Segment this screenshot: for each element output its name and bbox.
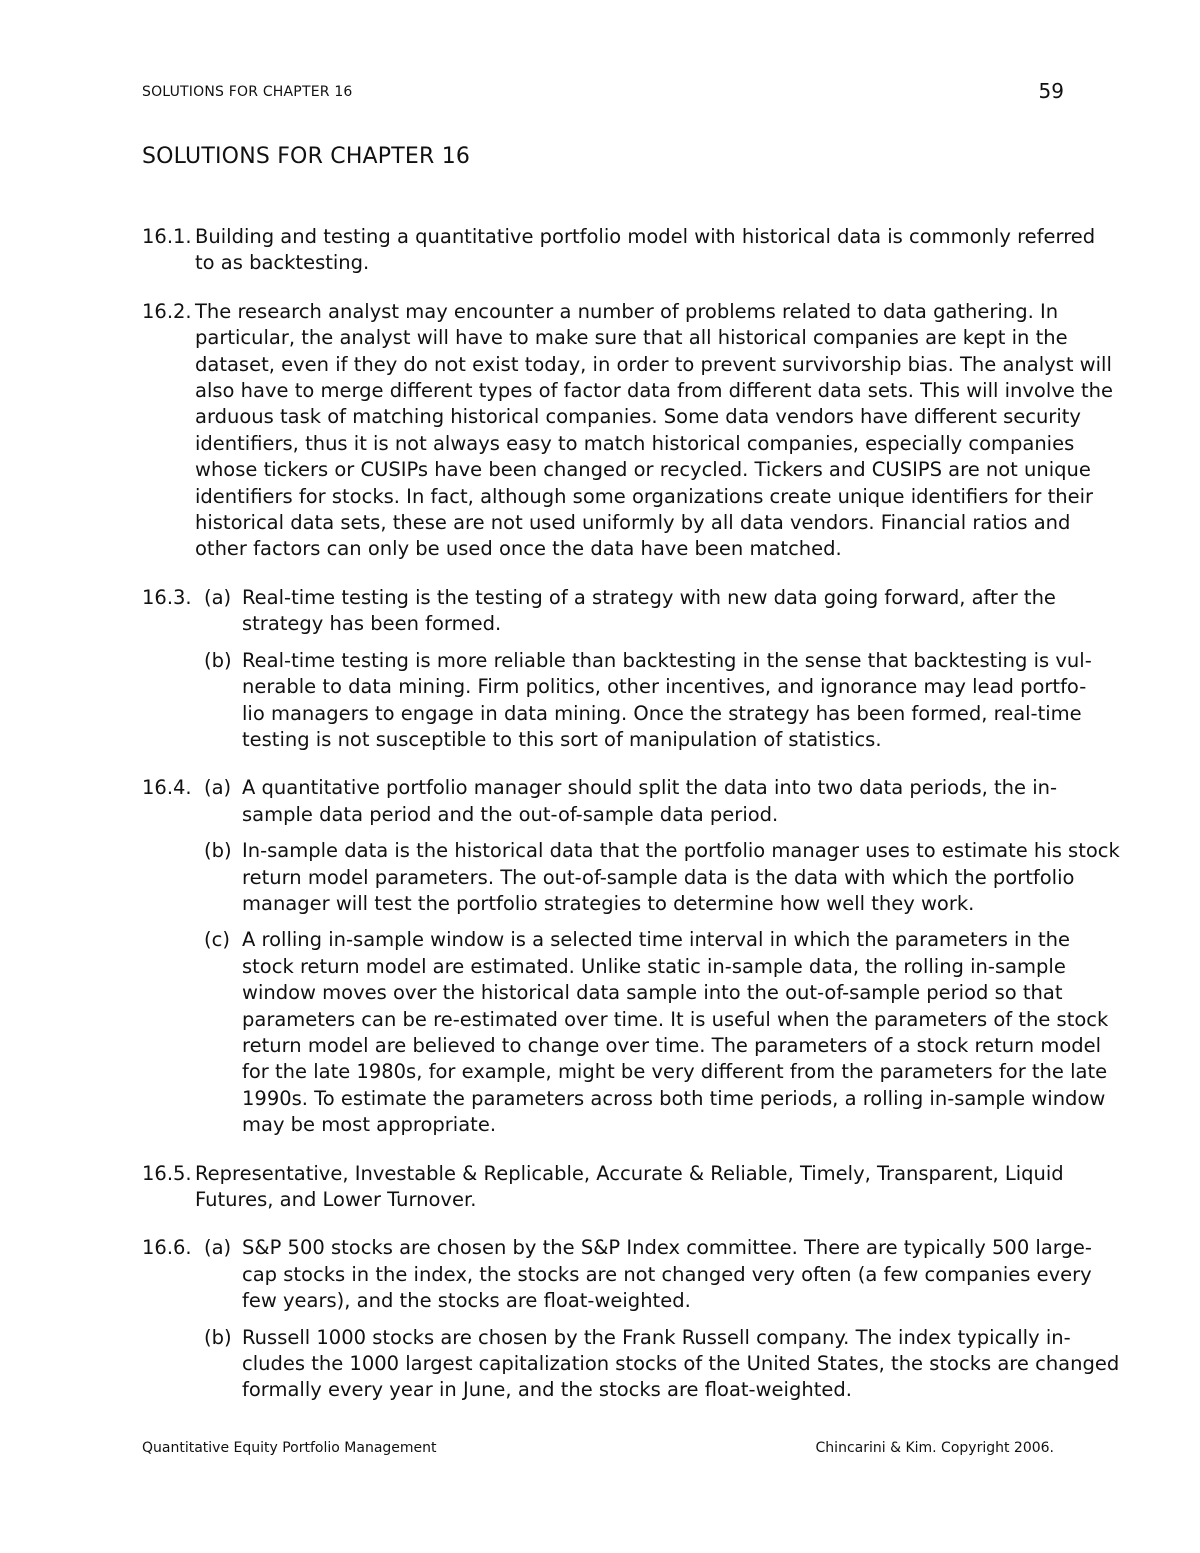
solution-number: 16.3. bbox=[142, 585, 192, 609]
text-line: return model are believed to change over time. The parameters of a stock return model bbox=[242, 1033, 1102, 1057]
text-line: dataset, even if they do not exist today, in order to prevent survivorship bias. The analyst will bbox=[195, 352, 1112, 376]
solution-part bbox=[142, 1235, 1192, 1314]
solution-part bbox=[142, 838, 1192, 917]
text-line: nerable to data mining. Firm politics, other incentives, and ignorance may lead portfo- bbox=[242, 675, 1087, 699]
text-line: arduous task of matching historical companies. Some data vendors have different security bbox=[195, 405, 1081, 429]
solution-number: 16.5. bbox=[142, 1161, 192, 1185]
text-line: historical data sets, these are not used uniformly by all data vendors. Financial ratios and bbox=[195, 511, 1071, 535]
text-line: Futures, and Lower Turnover. bbox=[195, 1188, 477, 1211]
text-line: parameters can be re-estimated over time. It is useful when the parameters of the stock bbox=[242, 1007, 1109, 1031]
solution-part bbox=[142, 648, 1192, 754]
part-label: (a) bbox=[204, 776, 232, 800]
text-line: sample data period and the out-of-sample data period. bbox=[242, 802, 779, 826]
text-line: stock return model are estimated. Unlike static in-sample data, the rolling in-sample bbox=[242, 954, 1066, 978]
text-line: may be most appropriate. bbox=[242, 1113, 497, 1137]
text-line: strategy has been formed. bbox=[242, 612, 502, 636]
part-label: (c) bbox=[204, 928, 230, 952]
text-line: lio managers to engage in data mining. Once the strategy has been formed, real-time bbox=[242, 701, 1082, 725]
text-line: testing is not susceptible to this sort of manipulation of statistics. bbox=[242, 727, 882, 751]
text-line: Real-time testing is the testing of a strategy with new data going forward, after the bbox=[242, 585, 1056, 609]
page-header bbox=[142, 79, 1064, 104]
text-line: A rolling in-sample window is a selected time interval in which the parameters in the bbox=[242, 928, 1071, 952]
text-line: also have to merge different types of factor data from different data sets. This will involve the bbox=[195, 379, 1114, 403]
text-line: other factors can only be used once the data have been matched. bbox=[195, 537, 842, 561]
text-line: formally every year in June, and the stocks are float-weighted. bbox=[242, 1378, 852, 1402]
solution-number: 16.1. bbox=[142, 225, 192, 248]
text-line: 1990s. To estimate the parameters across both time periods, a rolling in-sample window bbox=[242, 1086, 1106, 1110]
text-line: Russell 1000 stocks are chosen by the Frank Russell company. The index typically in- bbox=[242, 1325, 1071, 1349]
solution-number: 16.6. bbox=[142, 1236, 192, 1260]
solution-part bbox=[142, 1325, 1192, 1404]
text-line: identifiers, thus it is not always easy to match historical companies, especially companies bbox=[195, 431, 1075, 455]
solution-part bbox=[142, 585, 1192, 638]
text-line: cludes the 1000 largest capitalization stocks of the United States, the stocks are changed bbox=[242, 1352, 1120, 1376]
part-label: (b) bbox=[204, 839, 232, 863]
solution-item bbox=[142, 224, 1192, 277]
part-label: (b) bbox=[204, 1325, 232, 1349]
text-line: cap stocks in the index, the stocks are not changed very often (a few companies every bbox=[242, 1262, 1092, 1286]
page-number: 59 bbox=[1038, 79, 1064, 103]
text-line: Representative, Investable & Replicable, Accurate & Reliable, Timely, Transparent, Liquid bbox=[195, 1161, 1064, 1185]
text-line: for the late 1980s, for example, might be very different from the parameters for the late bbox=[242, 1060, 1108, 1084]
part-label: (a) bbox=[204, 1236, 232, 1260]
solution-part bbox=[142, 775, 1192, 828]
text-line: window moves over the historical data sample into the out-of-sample period so that bbox=[242, 981, 1063, 1005]
solution-item bbox=[142, 585, 1192, 753]
text-line: to as backtesting. bbox=[195, 251, 370, 275]
footer-book-title: Quantitative Equity Portfolio Management bbox=[142, 1440, 437, 1456]
solution-number: 16.4. bbox=[142, 776, 192, 800]
part-label: (a) bbox=[204, 585, 232, 609]
solution-number: 16.2. bbox=[142, 299, 192, 323]
text-line: A quantitative portfolio manager should split the data into two data periods, the in- bbox=[242, 776, 1058, 800]
text-line: Building and testing a quantitative portfolio model with historical data is commonly referred bbox=[195, 225, 1096, 248]
running-title: SOLUTIONS FOR CHAPTER 16 bbox=[142, 84, 353, 100]
text-line: manager will test the portfolio strategies to determine how well they work. bbox=[242, 891, 975, 915]
part-label: (b) bbox=[204, 648, 232, 672]
chapter-title: SOLUTIONS FOR CHAPTER 16 bbox=[142, 144, 471, 169]
solution-item bbox=[142, 299, 1192, 563]
text-line: whose tickers or CUSIPs have been changed or recycled. Tickers and CUSIPS are not unique bbox=[195, 458, 1091, 482]
text-line: The research analyst may encounter a number of problems related to data gathering. In bbox=[195, 299, 1059, 323]
solution-part bbox=[142, 927, 1192, 1138]
text-line: S&P 500 stocks are chosen by the S&P Index committee. There are typically 500 large- bbox=[242, 1236, 1092, 1260]
solution-item bbox=[142, 1235, 1192, 1403]
text-line: few years), and the stocks are float-weighted. bbox=[242, 1289, 691, 1313]
solutions-list bbox=[142, 224, 1192, 1426]
text-line: In-sample data is the historical data that the portfolio manager uses to estimate his stock bbox=[242, 839, 1120, 863]
text-line: particular, the analyst will have to make sure that all historical companies are kept in the bbox=[195, 326, 1068, 350]
solution-item bbox=[142, 775, 1192, 1138]
solution-item bbox=[142, 1161, 1192, 1214]
text-line: return model parameters. The out-of-sample data is the data with which the portfolio bbox=[242, 865, 1075, 889]
text-line: Real-time testing is more reliable than backtesting in the sense that backtesting is vul- bbox=[242, 648, 1092, 672]
footer-copyright: Chincarini & Kim. Copyright 2006. bbox=[815, 1440, 1054, 1456]
text-line: identifiers for stocks. In fact, although some organizations create unique identifiers for their bbox=[195, 484, 1094, 508]
